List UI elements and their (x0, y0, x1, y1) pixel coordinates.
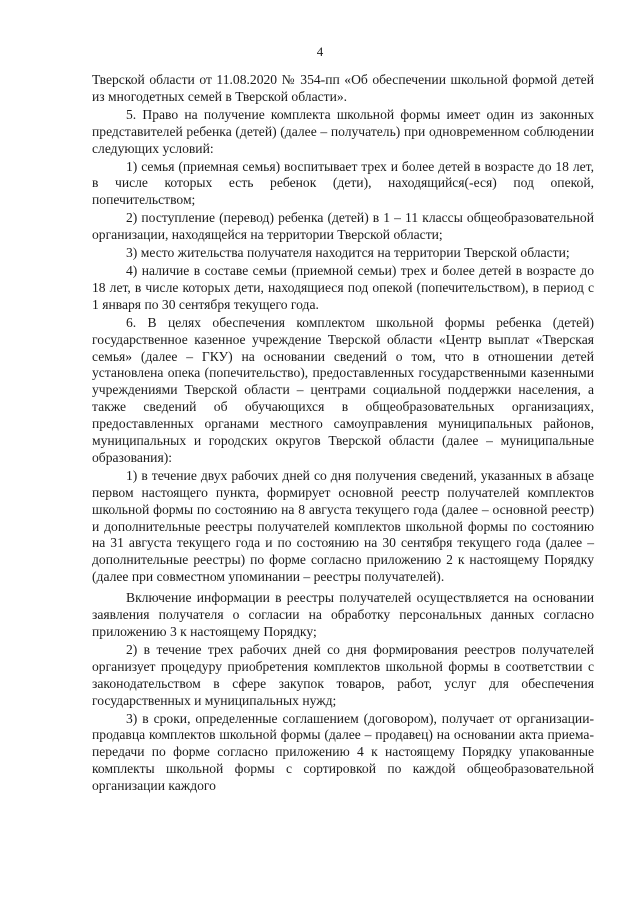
paragraph-item-6: 6. В целях обеспечения комплектом школьной формы ребенка (детей) государственное казенное учреждение Тверской области «Центр выплат «Тверская семья» (далее – ГКУ) на основании сведений о том, что в отношении детей установлена опека (попечительство), предоставленных государственными казенными учреждениями Тверской области – центрами социальной поддержки населения, а также сведений об обучающихся в общеобразовательных организациях, предоставленных органами местного самоуправления муниципальных районов, муниципальных и городских округов Тверской области (далее – муниципальные образования): (92, 314, 594, 465)
paragraph-inclusion: Включение информации в реестры получателей осуществляется на основании заявления получателя о согласии на обработку персональных данных согласно приложению 3 к настоящему Порядку; (92, 590, 594, 639)
paragraph-item-5: 5. Право на получение комплекта школьной формы имеет один из законных представителей ребенка (детей) (далее – получатель) при одновременном соблюдении следующих условий: (92, 106, 594, 156)
paragraph-subitem-2: 2) в течение трех рабочих дней со дня формирования реестров получателей организует процедуру приобретения комплектов школьной формы в соответствии с законодательством в сфере закупок товаров, работ, услуг для обеспечения государственных и муниципальных нужд; (92, 641, 594, 708)
paragraph-condition-4: 4) наличие в составе семьи (приемной семьи) трех и более детей в возрасте до 18 лет, в числе которых дети, находящиеся под опекой (попечительством), в период с 1 января по 30 сентября текущего года. (92, 262, 594, 312)
document-body (92, 72, 594, 796)
paragraph-subitem-1: 1) в течение двух рабочих дней со дня получения сведений, указанных в абзаце первом настоящего пункта, формирует основной реестр получателей комплектов школьной формы по состоянию на 8 августа текущего года (далее – основной реестр) и дополнительные реестры получателей комплектов школьной формы по состоянию на 31 августа текущего года и по состоянию на 30 сентября текущего года (далее – дополнительные реестры) по форме согласно приложению 2 к настоящему Порядку (далее при совместном упоминании – реестры получателей). (92, 467, 594, 585)
paragraph-subitem-3: 3) в сроки, определенные соглашением (договором), получает от организации-продавца комплектов школьной формы (далее – продавец) на основании акта приема-передачи по форме согласно приложению 4 к настоящему Порядку упакованные комплекты школьной формы с сортировкой по каждой общеобразовательной организации каждого (92, 710, 594, 794)
page-number: 4 (316, 44, 324, 59)
paragraph-condition-2: 2) поступление (перевод) ребенка (детей) в 1 – 11 классы общеобразовательной организации, находящейся на территории Тверской области; (92, 210, 594, 243)
paragraph-continuation: Тверской области от 11.08.2020 № 354-пп «Об обеспечении школьной формой детей из многодетных семей в Тверской области». (92, 72, 594, 104)
paragraph-condition-1: 1) семья (приемная семья) воспитывает трех и более детей в возрасте до 18 лет, в числе которых есть ребенок (дети), находящийся(-еся) под опекой, попечительством; (92, 158, 594, 208)
paragraph-condition-3: 3) место жительства получателя находится на территории Тверской области; (126, 245, 570, 261)
